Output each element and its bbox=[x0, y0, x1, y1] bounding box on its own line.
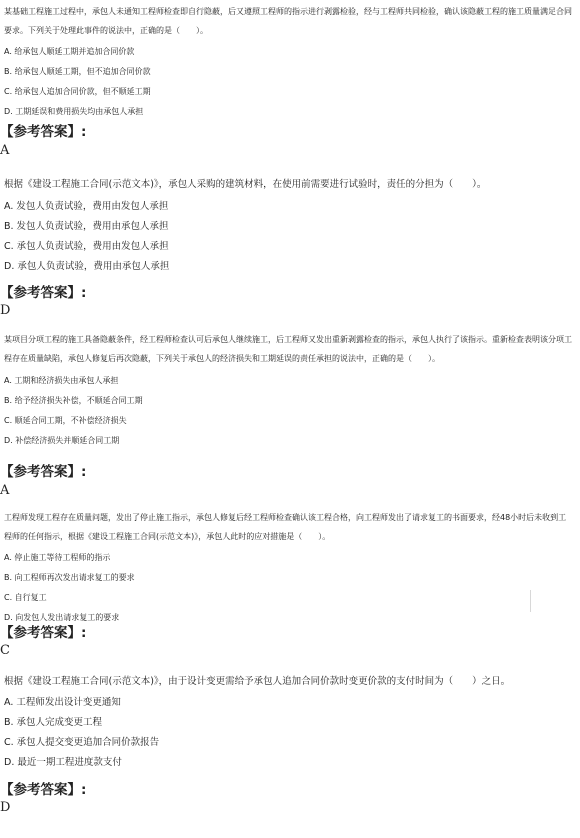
answer-3-value: A bbox=[0, 483, 10, 498]
question-5-option-c: C. 承包人提交变更追加合同价款报告 bbox=[4, 737, 160, 748]
question-3-option-c: C. 顺延合同工期，不补偿经济损失 bbox=[4, 416, 127, 425]
answer-2-value: D bbox=[0, 303, 11, 318]
answer-5-value: D bbox=[0, 800, 11, 815]
question-1-option-a: A. 给承包人顺延工期并追加合同价款 bbox=[4, 47, 135, 56]
question-4-option-b: B. 向工程师再次发出请求复工的要求 bbox=[4, 573, 135, 582]
question-4-option-c: C. 自行复工 bbox=[4, 593, 47, 602]
question-2 bbox=[0, 175, 580, 277]
answer-3-title: 【参考答案】: bbox=[0, 464, 87, 480]
question-4 bbox=[0, 508, 580, 628]
question-5 bbox=[0, 672, 580, 773]
question-3-stem: 某项目分项工程的施工具备隐蔽条件，经工程师检查认可后承包人继续施工，后工程师又发出重新剥露检查的指示，承包人执行了该指示。重新检查表明该分项工程存在质量缺陷，承包人修复后再次隐蔽，下列关于承包人的经济损失和工期延误的责任承担的说法中，正确的是（ ）。 bbox=[4, 335, 572, 363]
answer-5-title: 【参考答案】: bbox=[0, 782, 87, 798]
question-1-option-b: B. 给承包人顺延工期，但不追加合同价款 bbox=[4, 67, 151, 76]
question-1-option-c: C. 给承包人追加合同价款，但不顺延工期 bbox=[4, 87, 151, 96]
answer-1-title: 【参考答案】: bbox=[0, 124, 87, 140]
question-4-option-a: A. 停止施工等待工程师的指示 bbox=[4, 553, 111, 562]
question-2-stem: 根据《建设工程施工合同(示范文本)》，承包人采购的建筑材料，在使用前需要进行试验时，责任的分担为（ ）。 bbox=[4, 179, 487, 190]
question-5-option-a: A. 工程师发出设计变更通知 bbox=[4, 697, 121, 708]
answer-2-title: 【参考答案】: bbox=[0, 285, 87, 301]
question-5-option-d: D. 最近一期工程进度款支付 bbox=[4, 757, 122, 768]
question-4-stem: 工程师发现工程存在质量问题，发出了停止施工指示，承包人修复后经工程师检查确认该工程合格，向工程师发出了请求复工的书面要求，经48小时后未收到工程师的任何指示，根据《建设工程施工合同(示范文本)》，承包人此时的应对措施是（ ）。 bbox=[4, 513, 567, 541]
answer-4-value: C bbox=[0, 643, 10, 658]
column-divider bbox=[530, 590, 531, 612]
question-2-option-d: D. 承包人负责试验，费用由承包人承担 bbox=[4, 261, 170, 272]
question-1-stem: 某基础工程施工过程中，承包人未通知工程师检查即自行隐蔽，后又遵照工程师的指示进行剥露检验，经与工程师共同检验，确认该隐蔽工程的施工质量满足合同要求。下列关于处理此事件的说法中，正确的是（ ）。 bbox=[4, 7, 572, 35]
question-3-option-a: A. 工期和经济损失由承包人承担 bbox=[4, 376, 119, 385]
question-2-option-b: B. 发包人负责试验，费用由承包人承担 bbox=[4, 221, 169, 232]
question-1 bbox=[0, 2, 580, 122]
question-2-option-c: C. 承包人负责试验，费用由发包人承担 bbox=[4, 241, 169, 252]
question-1-option-d: D. 工期延误和费用损失均由承包人承担 bbox=[4, 107, 144, 116]
question-3 bbox=[0, 330, 580, 451]
question-5-option-b: B. 承包人完成变更工程 bbox=[4, 717, 103, 728]
question-5-stem: 根据《建设工程施工合同(示范文本)》，由于设计变更需给予承包人追加合同价款时变更价款的支付时间为（ ）之日。 bbox=[4, 676, 511, 687]
answer-1-value: A bbox=[0, 143, 10, 158]
question-4-option-d: D. 向发包人发出请求复工的要求 bbox=[4, 613, 120, 622]
question-3-option-d: D. 补偿经济损失并顺延合同工期 bbox=[4, 436, 120, 445]
question-2-option-a: A. 发包人负责试验，费用由发包人承担 bbox=[4, 201, 169, 212]
question-3-option-b: B. 给予经济损失补偿，不顺延合同工期 bbox=[4, 396, 143, 405]
answer-4-title: 【参考答案】: bbox=[0, 625, 87, 641]
